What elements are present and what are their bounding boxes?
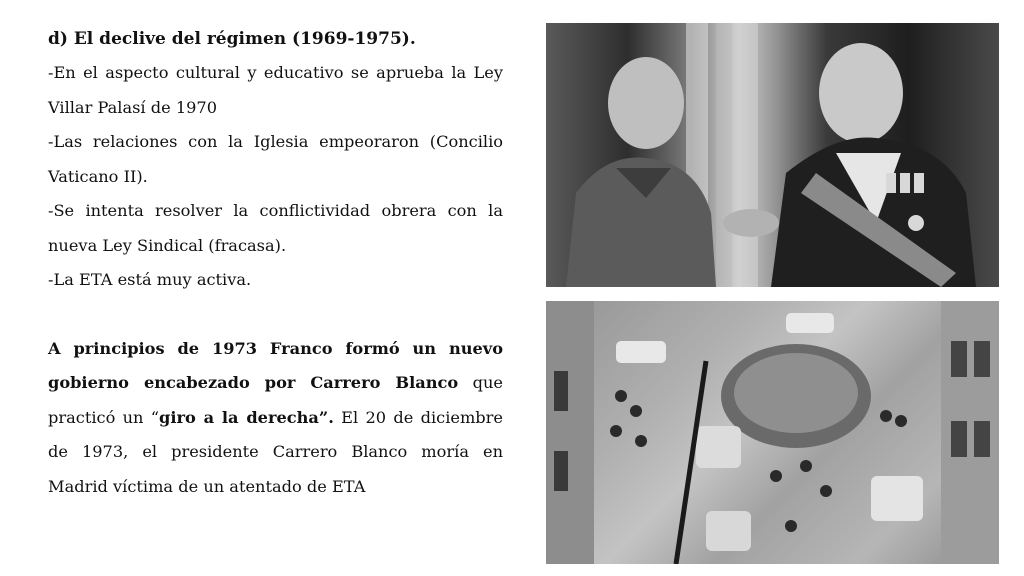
bullet-church-relations: -Las relaciones con la Iglesia empeoraron (Concilio Vaticano II). <box>48 132 503 186</box>
photo-bomb-crater-street <box>546 301 999 564</box>
photo-franco-carrero-illustration <box>546 23 999 287</box>
photo-franco-carrero <box>546 23 999 287</box>
summary-bold-phrase: giro a la derecha”. <box>159 407 334 427</box>
section-heading: d) El declive del régimen (1969-1975). <box>48 29 416 49</box>
bullet-cultural-law: -En el aspecto cultural y educativo se aprueba la Ley Villar Palasí de 1970 <box>48 63 503 117</box>
photo-bomb-crater-illustration <box>546 301 999 564</box>
slide-text-column <box>48 26 503 504</box>
bullet-labor-law: -Se intenta resolver la conflictividad obrera con la nueva Ley Sindical (fracasa). <box>48 201 503 255</box>
paragraph-spacer <box>48 298 503 332</box>
summary-text-3: El 20 de diciembre de 1973, el presidente Carrero Blanco moría en Madrid víctima de un atentado de ETA <box>48 407 503 496</box>
bullet-eta-active: -La ETA está muy activa. <box>48 270 252 289</box>
summary-paragraph <box>48 332 503 505</box>
summary-bold-intro: A principios de 1973 Franco formó un nuevo gobierno encabezado por Carrero Blanco <box>48 338 503 392</box>
summary-text-2: que practicó un “ <box>48 373 503 427</box>
